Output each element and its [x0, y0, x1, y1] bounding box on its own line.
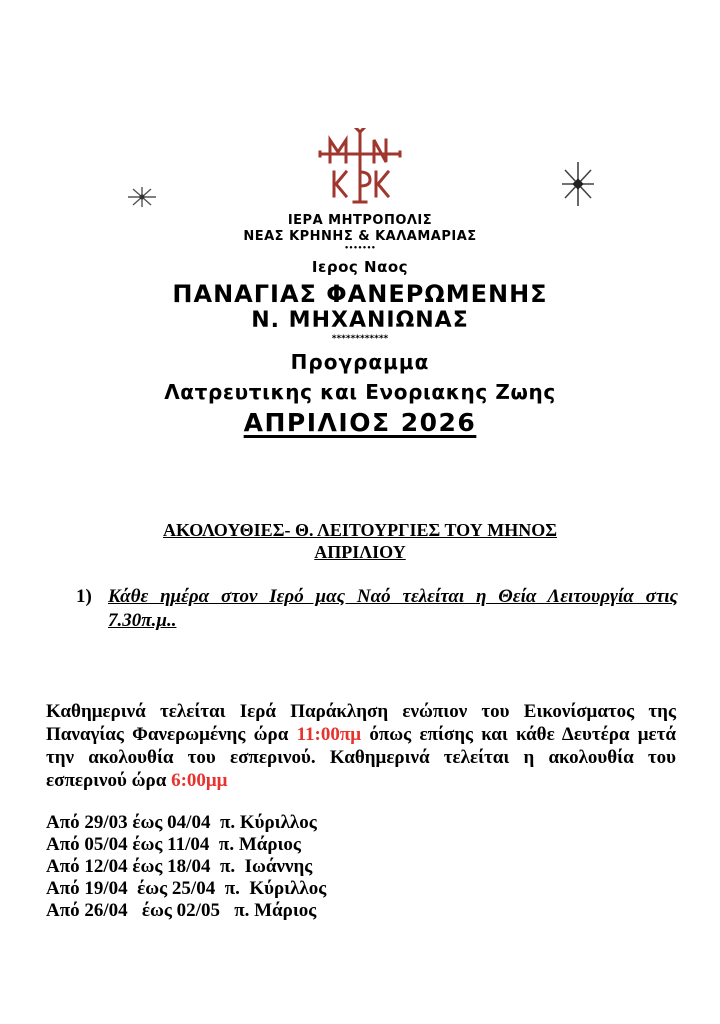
metropolis-line1: ΙΕΡΑ ΜΗΤΡΟΠΟΛΙΣ	[287, 213, 433, 228]
paraklesis-paragraph	[46, 700, 676, 792]
section-title-line1: ΑΚΟΛΟΥΘΙΕΣ- Θ. ΛΕΙΤΟΥΡΓΙΕΣ ΤΟΥ ΜΗΝΟΣ	[163, 520, 557, 540]
separator-stars: ************	[331, 334, 389, 344]
priest-schedule	[46, 812, 326, 922]
church-monogram-logo	[300, 128, 420, 206]
schedule-row: Από 12/04 έως 18/04 π. Ιωάννης	[46, 856, 313, 877]
paragraph-part2: όπως επίσης και κάθε Δευτέρα μετά την ακολουθία του εσπερινού. Καθημερινά τελείται η ακολουθία του εσπερινού ώρα	[46, 724, 676, 791]
schedule-row: Από 26/04 έως 02/05 π. Μάριος	[46, 900, 317, 921]
paragraph-part1: Καθημερινά τελείται Ιερά Παράκληση ενώπιον του Εικονίσματος της Παναγίας Φανερωμένης ώρα	[46, 701, 676, 745]
section-title-line2: ΑΠΡΙΛΙΟΥ	[314, 542, 406, 562]
church-name-line1: ΠΑΝΑΓΙΑΣ ΦΑΝΕΡΩΜΕΝΗΣ	[172, 280, 548, 308]
metropolis-line2: ΝΕΑΣ ΚΡΗΝΗΣ & ΚΑΛΑΜΑΡΙΑΣ	[243, 229, 477, 244]
section-title	[0, 519, 720, 563]
church-name-line2: Ν. ΜΗΧΑΝΙΩΝΑΣ	[251, 308, 469, 333]
ieros-naos-label: Ιερος Ναος	[311, 258, 409, 276]
list-item-text: Κάθε ημέρα στον Ιερό μας Ναό τελείται η Θεία Λειτουργία στις 7.30π.μ..	[108, 586, 678, 631]
schedule-row: Από 29/03 έως 04/04 π. Κύριλλος	[46, 812, 317, 833]
separator-dots: •••••••	[344, 244, 376, 252]
program-title: Προγραμμα	[290, 350, 430, 374]
vespers-time: 6:00μμ	[171, 770, 228, 791]
snowflake-icon	[126, 183, 158, 211]
snowflake-icon	[560, 160, 596, 208]
schedule-row: Από 05/04 έως 11/04 π. Μάριος	[46, 834, 301, 855]
list-item	[76, 585, 678, 633]
list-item-number: 1)	[76, 586, 92, 607]
schedule-row: Από 19/04 έως 25/04 π. Κύριλλος	[46, 878, 327, 899]
paraklesis-time: 11:00πμ	[296, 724, 362, 745]
program-subtitle: Λατρευτικης και Ενοριακης Ζωης	[164, 380, 556, 404]
month-title: ΑΠΡΙΛΙΟΣ 2026	[243, 408, 477, 437]
